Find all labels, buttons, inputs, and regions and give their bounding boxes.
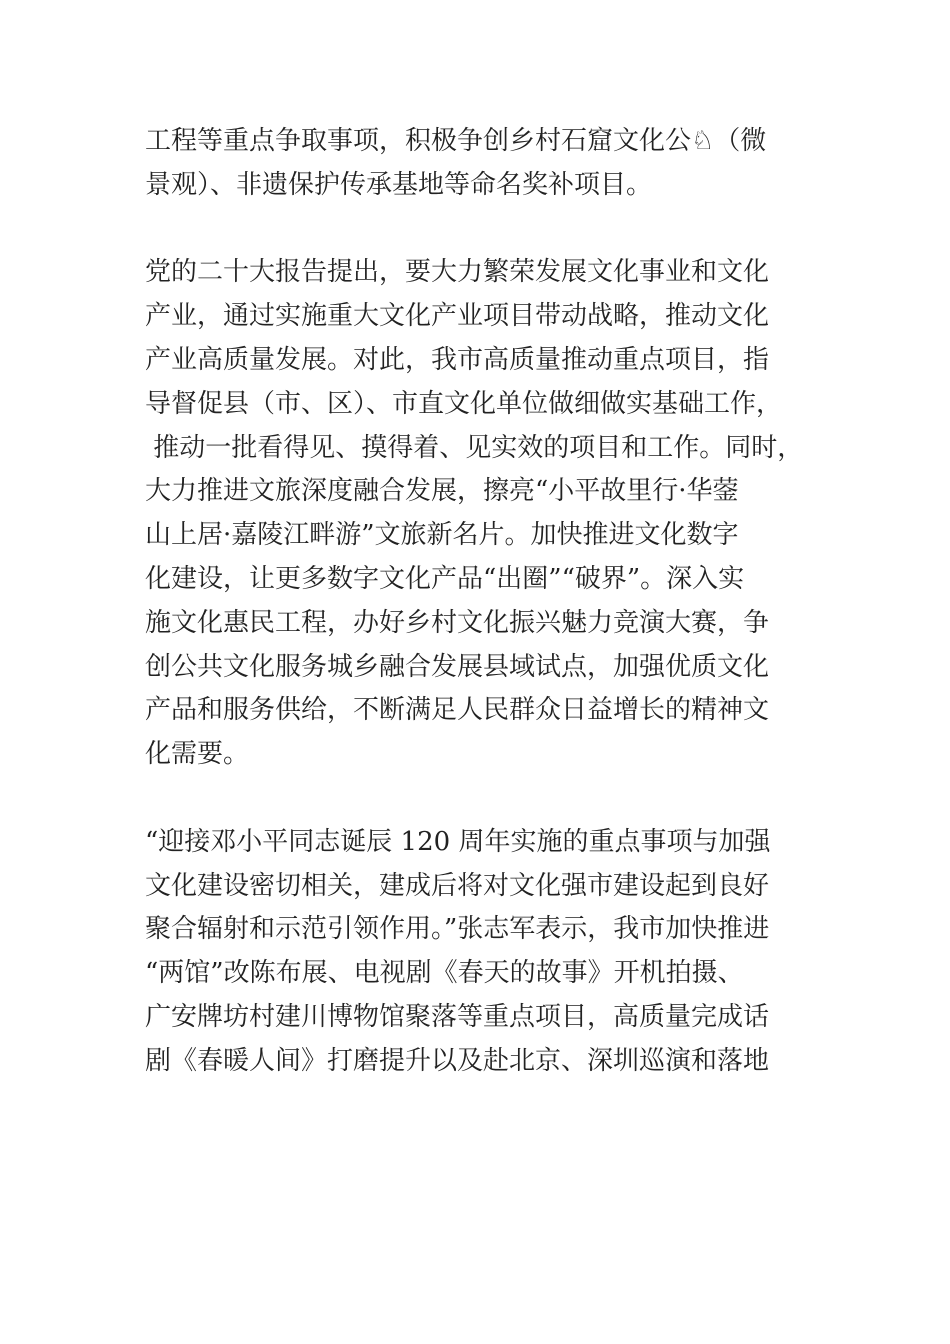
text-line: 化需要。 bbox=[145, 739, 250, 770]
text-line: 文化建设密切相关，建成后将对文化强市建设起到良好 bbox=[145, 870, 770, 901]
paragraph-spacer bbox=[145, 208, 810, 252]
text-line: 产业，通过实施重大文化产业项目带动战略，推动文化 bbox=[145, 301, 770, 332]
text-line: 聚合辐射和示范引领作用。”张志军表示，我市加快推进 bbox=[145, 914, 770, 945]
paragraph-2 bbox=[145, 251, 810, 777]
text-line: 大力推进文旅深度融合发展，擦亮“小平故里行·华蓥 bbox=[145, 476, 739, 507]
text-line: 产业高质量发展。对此，我市高质量推动重点项目，指 bbox=[145, 344, 770, 375]
text-line: 导督促县（市、区）、市直文化单位做细做实基础工作， bbox=[145, 388, 783, 419]
text-line: 施文化惠民工程，办好乡村文化振兴魅力竞演大赛，争 bbox=[145, 607, 770, 638]
text-line: “两馆”改陈布展、电视剧《春天的故事》开机拍摄、 bbox=[145, 958, 744, 989]
text-line: “迎接邓小平同志诞辰 120 周年实施的重点事项与加强 bbox=[145, 826, 771, 857]
text-line: 景观）、非遗保护传承基地等命名奖补项目。 bbox=[145, 169, 653, 200]
text-line: 工程等重点争取事项，积极争创乡村石窟文化公♘（微 bbox=[145, 126, 767, 156]
text-line: 山上居·嘉陵江畔游”文旅新名片。加快推进文化数字 bbox=[145, 520, 739, 551]
text-line: 剧《春暖人间》打磨提升以及赴北京、深圳巡演和落地 bbox=[145, 1045, 770, 1076]
text-line: 化建设，让更多数字文化产品“出圈”“破界”。深入实 bbox=[145, 563, 745, 594]
document-body bbox=[145, 120, 810, 1084]
text-line: 推动一批看得见、摸得着、见实效的项目和工作。同时， bbox=[145, 432, 804, 463]
text-line: 广安牌坊村建川博物馆聚落等重点项目，高质量完成话 bbox=[145, 1001, 770, 1032]
paragraph-spacer bbox=[145, 777, 810, 821]
paragraph-3 bbox=[145, 821, 810, 1084]
text-line: 产品和服务供给，不断满足人民群众日益增长的精神文 bbox=[145, 695, 770, 726]
text-line: 党的二十大报告提出，要大力繁荣发展文化事业和文化 bbox=[145, 257, 770, 288]
paragraph-1 bbox=[145, 120, 810, 208]
text-line: 创公共文化服务城乡融合发展县域试点，加强优质文化 bbox=[145, 651, 770, 682]
